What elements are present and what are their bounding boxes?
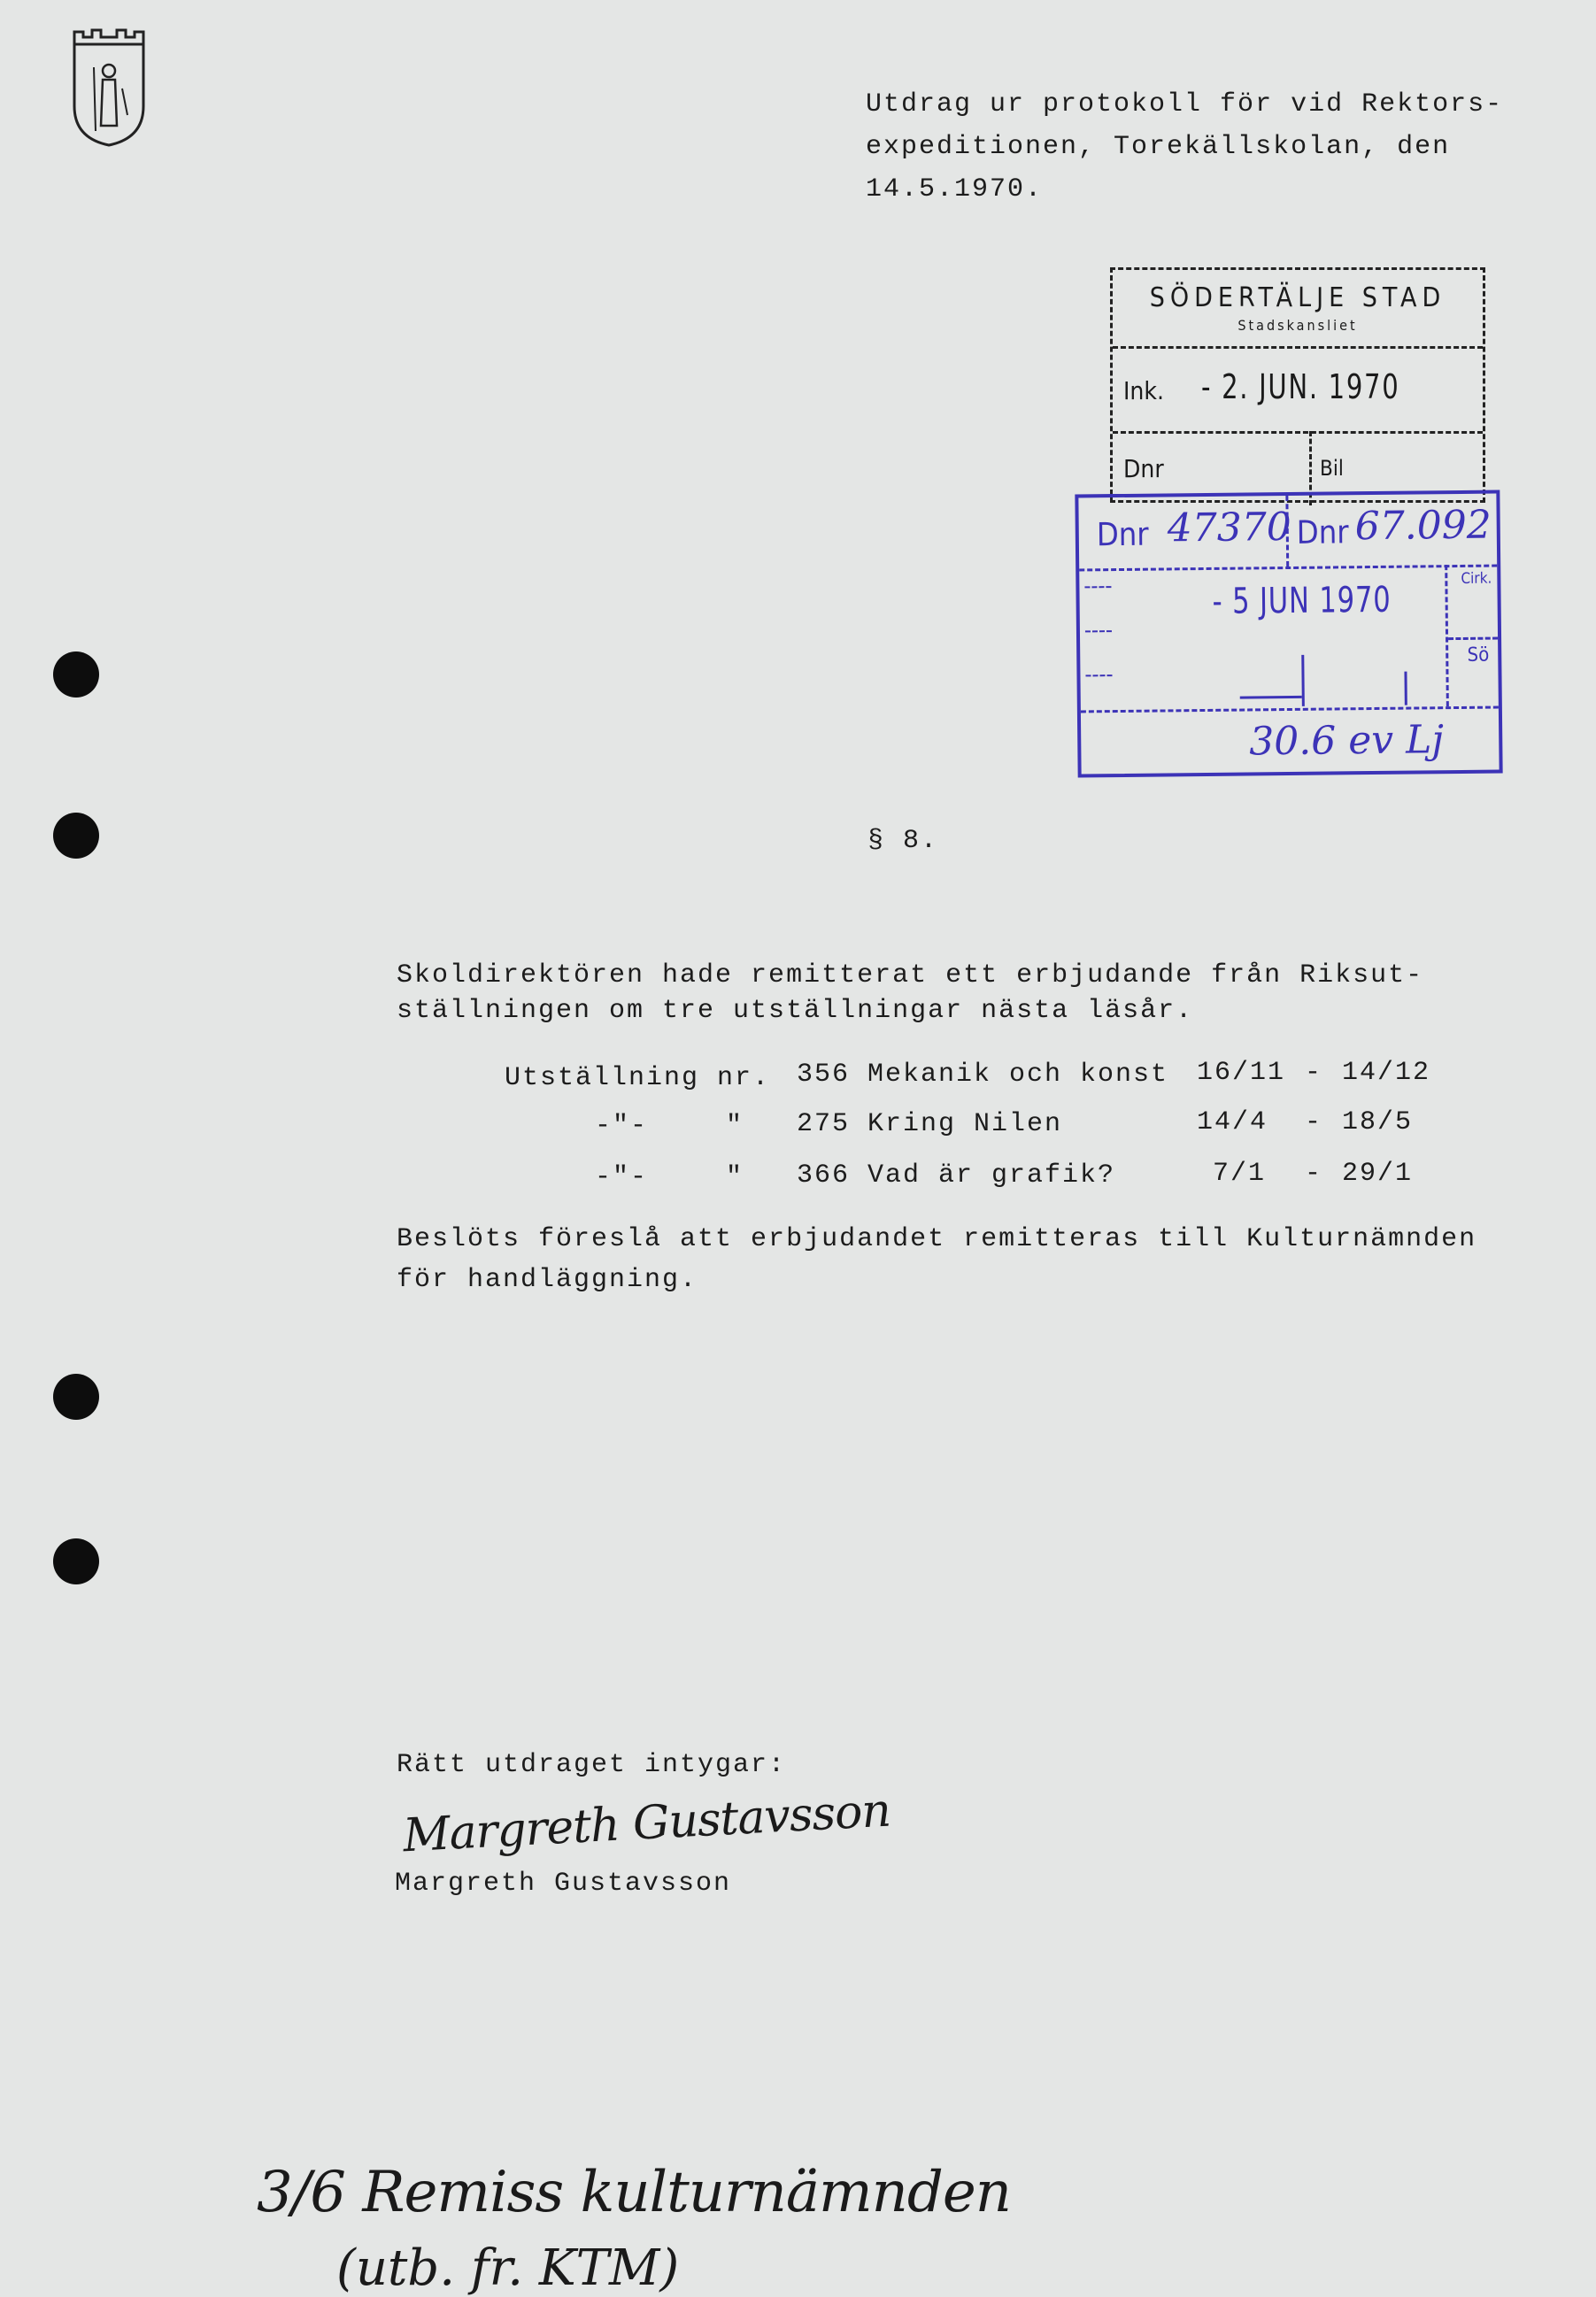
- blue-dash: [1084, 586, 1111, 588]
- handwritten-note: 3/6 Remiss kulturnämnden: [257, 2160, 1011, 2225]
- stamp-city: SÖDERTÄLJE STAD: [1149, 282, 1446, 313]
- exhibition-dash: -: [1305, 1058, 1323, 1088]
- stamp-ink-label: Ink.: [1123, 376, 1164, 405]
- blue-dnr2-value: 67.092: [1354, 502, 1492, 550]
- exhibition-number: 356: [797, 1060, 851, 1090]
- blue-tick: [1301, 655, 1305, 706]
- exhibition-prefix: Utställning nr.: [505, 1063, 771, 1093]
- header-line-1: Utdrag ur protokoll för vid Rektors-: [866, 89, 1504, 119]
- city-crest-icon: [71, 27, 147, 149]
- blue-handwritten-note: 30.6 ev Lj: [1249, 717, 1445, 765]
- exhibition-start: 16/11: [1197, 1058, 1286, 1088]
- signatory-name: Margreth Gustavsson: [395, 1869, 732, 1899]
- stamp-office: Stadskansliet: [1237, 317, 1358, 334]
- paragraph-2-line-1: Beslöts föreslå att erbjudandet remitteras till Kulturnämnden: [397, 1224, 1477, 1254]
- paragraph-1-line-1: Skoldirektören hade remitterat ett erbjudande från Riksut-: [397, 960, 1424, 990]
- punch-hole: [53, 1538, 99, 1584]
- section-number: § 8.: [867, 826, 939, 856]
- exhibition-end: 29/1: [1342, 1159, 1414, 1189]
- exhibition-title: Vad är grafik?: [867, 1160, 1116, 1191]
- exhibition-start: 7/1: [1213, 1159, 1267, 1189]
- exhibition-dash: -: [1305, 1159, 1323, 1189]
- header-line-2: expeditionen, Torekällskolan, den: [866, 132, 1451, 162]
- header-line-3: 14.5.1970.: [866, 174, 1044, 204]
- stamp-dnr-label: Dnr: [1123, 454, 1164, 483]
- blue-stamp-date: - 5 JUN 1970: [1212, 579, 1392, 622]
- stamp-bil-label: Bil: [1320, 456, 1344, 481]
- exhibition-prefix: -"-: [595, 1162, 649, 1192]
- handwritten-note-2: (utb. fr. KTM): [336, 2239, 680, 2297]
- punch-hole: [53, 813, 99, 859]
- attest-label: Rätt utdraget intygar:: [397, 1750, 787, 1780]
- exhibition-title: Mekanik och konst: [867, 1060, 1169, 1090]
- punch-hole: [53, 1374, 99, 1420]
- signature: Margreth Gustavsson: [401, 1784, 892, 1863]
- exhibition-number: 275: [797, 1109, 851, 1139]
- registration-stamp: [1075, 489, 1502, 777]
- ditto-mark: ": [726, 1111, 744, 1141]
- blue-dash: [1085, 630, 1112, 632]
- blue-dash: [1085, 674, 1112, 676]
- blue-so-label: Sö: [1467, 644, 1490, 667]
- blue-cirk-label: Cirk.: [1461, 569, 1492, 588]
- blue-tick: [1404, 672, 1407, 705]
- received-stamp: [1110, 267, 1485, 503]
- blue-tick: [1240, 696, 1302, 699]
- ditto-mark: ": [726, 1162, 744, 1192]
- blue-dnr-value: 47370: [1167, 504, 1291, 551]
- stamp-ink-date: - 2. JUN. 1970: [1201, 367, 1400, 406]
- exhibition-title: Kring Nilen: [867, 1109, 1063, 1139]
- exhibition-number: 366: [797, 1160, 851, 1191]
- blue-bottom-rule: [1081, 706, 1499, 713]
- exhibition-start: 14/4: [1197, 1107, 1268, 1137]
- blue-dnr-label: Dnr: [1096, 516, 1149, 554]
- exhibition-prefix: -"-: [595, 1111, 649, 1141]
- exhibition-dash: -: [1305, 1107, 1323, 1137]
- paragraph-1-line-2: ställningen om tre utställningar nästa läsår.: [397, 996, 1194, 1026]
- paragraph-2-line-2: för handläggning.: [397, 1265, 698, 1295]
- exhibition-end: 14/12: [1342, 1058, 1431, 1088]
- punch-hole: [53, 651, 99, 698]
- exhibition-end: 18/5: [1342, 1107, 1414, 1137]
- blue-dnr2-label: Dnr: [1296, 514, 1349, 551]
- blue-side-separator: [1448, 637, 1498, 641]
